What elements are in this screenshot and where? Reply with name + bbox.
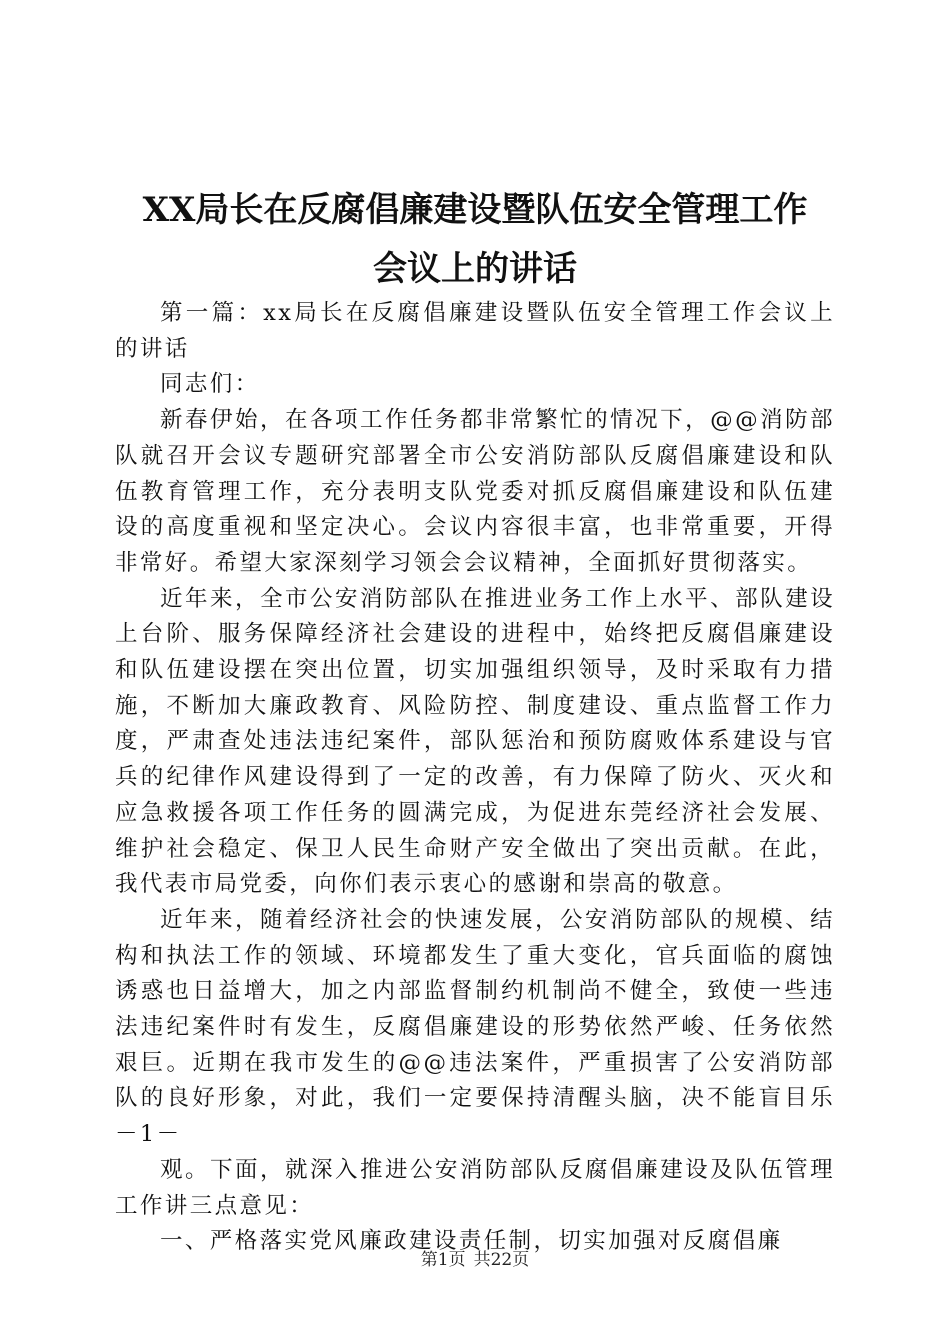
paragraph: 观。下面，就深入推进公安消防部队反腐倡廉建设及队伍管理工作讲三点意见： [115, 1156, 835, 1219]
document-body [115, 296, 835, 1260]
paragraph: 新春伊始，在各项工作任务都非常繁忙的情况下，@@消防部队就召开会议专题研究部署全市公安消防部队反腐倡廉建设和队伍教育管理工作，充分表明支队党委对抓反腐倡廉建设和队伍建设的高度重视和坚定决心。会议内容很丰富，也非常重要，开得非常好。希望大家深刻学习领会会议精神，全面抓好贯彻落实。 [115, 407, 835, 576]
paragraph: 第一篇：xx局长在反腐倡廉建设暨队伍安全管理工作会议上的讲话 [115, 300, 835, 362]
page-number: 第1页 [420, 1250, 466, 1270]
page-total: 共22页 [473, 1250, 530, 1270]
document-title-line-1: XX局长在反腐倡廉建设暨队伍安全管理工作 [142, 190, 808, 230]
page-footer [0, 1245, 950, 1270]
paragraph: 近年来，全市公安消防部队在推进业务工作上水平、部队建设上台阶、服务保障经济社会建设的进程中，始终把反腐倡廉建设和队伍建设摆在突出位置，切实加强组织领导，及时采取有力措施，不断加大廉政教育、风险防控、制度建设、重点监督工作力度，严肃查处违法违纪案件，部队惩治和预防腐败体系建设与官兵的纪律作风建设得到了一定的改善，有力保障了防火、灭火和应急救援各项工作任务的圆满完成，为促进东莞经济社会发展、维护社会稳定、保卫人民生命财产安全做出了突出贡献。在此，我代表市局党委，向你们表示衷心的感谢和崇高的敬意。 [115, 585, 835, 898]
paragraph: 同志们： [160, 371, 260, 398]
document-title-line-2: 会议上的讲话 [373, 249, 577, 289]
paragraph: 一、严格落实党风廉政建设责任制，切实加强对反腐倡廉 [160, 1228, 783, 1255]
paragraph: 近年来，随着经济社会的快速发展，公安消防部队的规模、结构和执法工作的领域、环境都发生了重大变化，官兵面临的腐蚀诱惑也日益增大，加之内部监督制约机制尚不健全，致使一些违法违纪案件时有发生，反腐倡廉建设的形势依然严峻、任务依然艰巨。近期在我市发生的@@违法案件，严重损害了公安消防部队的良好形象，对此，我们一定要保持清醒头脑，决不能盲目乐－1－ [115, 906, 835, 1148]
